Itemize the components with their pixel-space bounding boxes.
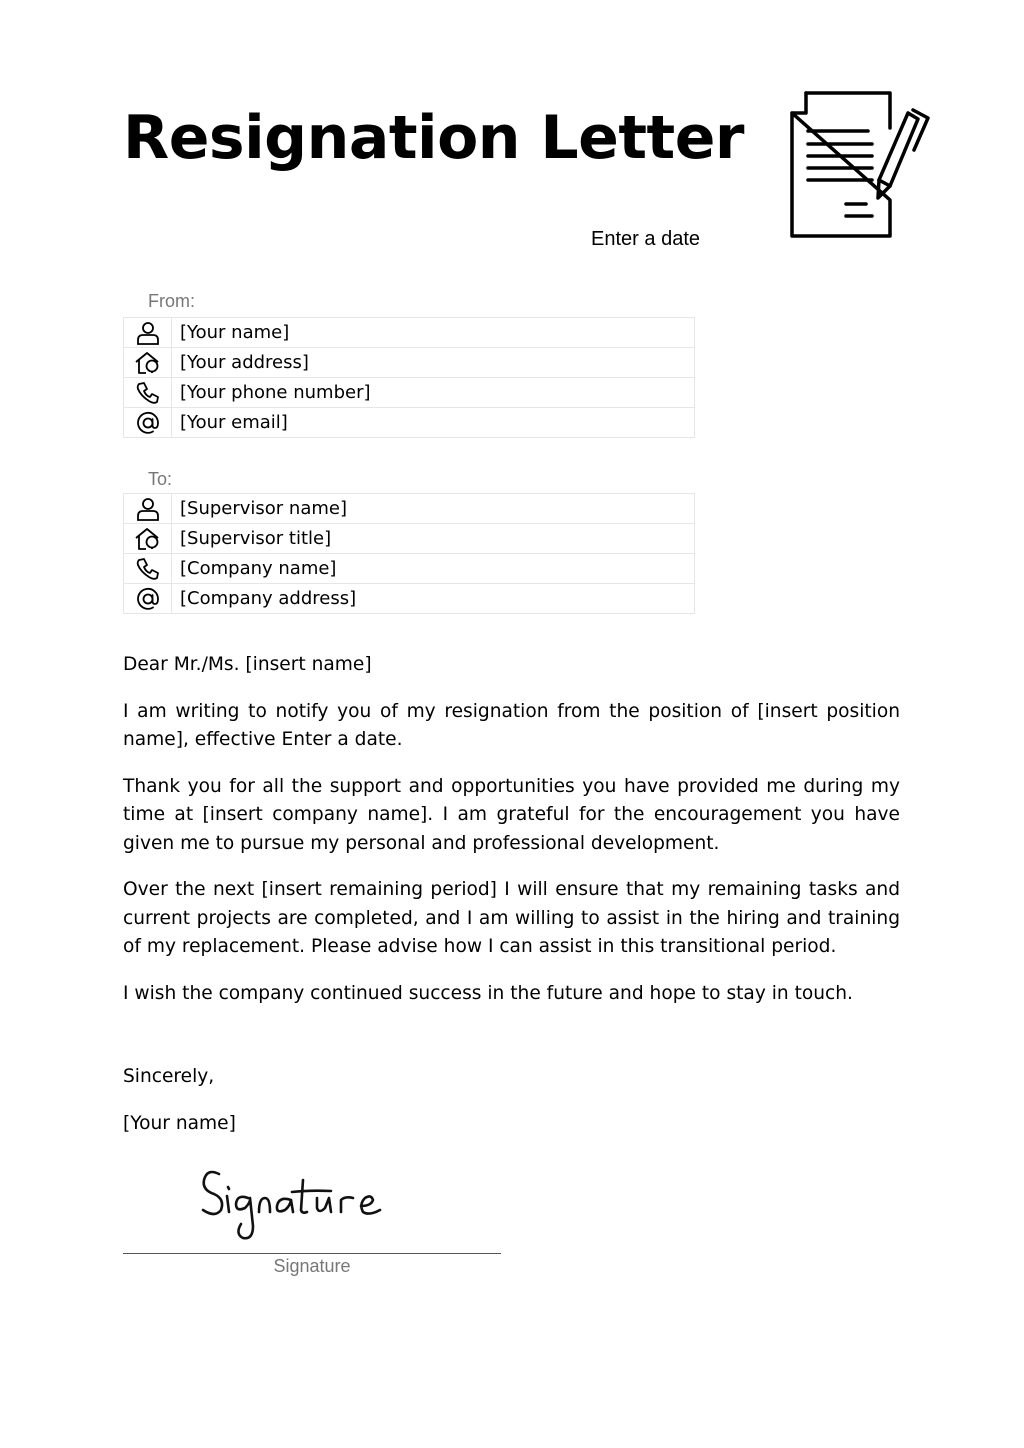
body-paragraph[interactable]: Thank you for all the support and opportunities you have provided me during my time at [insert company name]. I am grateful for the encouragement you have given me to pursue my personal and professional development. [123, 775, 900, 854]
body-paragraph[interactable]: I am writing to notify you of my resignation from the position of [insert position name], effective Enter a date. [123, 700, 900, 750]
to-contact-table [123, 493, 695, 614]
person-icon [136, 497, 160, 521]
page-title: Resignation Letter [123, 103, 744, 173]
to-row-company-address [124, 584, 695, 614]
document-pen-icon [782, 88, 932, 242]
from-name-value[interactable]: [Your name] [172, 318, 695, 348]
from-email-value[interactable]: [Your email] [172, 408, 695, 438]
to-row-title [124, 524, 695, 554]
to-company-address-value[interactable]: [Company address] [172, 584, 695, 614]
salutation[interactable]: Dear Mr./Ms. [insert name] [123, 654, 372, 675]
signature-label: Signature [273, 1256, 351, 1276]
to-supervisor-title-value[interactable]: [Supervisor title] [172, 524, 695, 554]
from-row-email [124, 408, 695, 438]
letter-body [123, 651, 900, 1138]
from-contact-table [123, 317, 695, 438]
phone-icon [136, 557, 160, 581]
to-row-company [124, 554, 695, 584]
body-paragraph[interactable]: Over the next [insert remaining period] I will ensure that my remaining tasks and current projects are completed, and I am willing to assist in the hiring and training of my replacement. Please advise how I can assist in this transitional period. [123, 879, 900, 957]
to-row-name [124, 494, 695, 524]
from-row-address [124, 348, 695, 378]
at-icon [136, 411, 160, 435]
from-row-phone [124, 378, 695, 408]
signer-name[interactable]: [Your name] [123, 1112, 236, 1134]
body-paragraph[interactable]: I wish the company continued success in the future and hope to stay in touch. [123, 982, 853, 1004]
home-icon [135, 351, 161, 375]
from-address-value[interactable]: [Your address] [172, 348, 695, 378]
to-label: To: [148, 469, 173, 489]
from-row-name [124, 318, 695, 348]
person-icon [136, 321, 160, 345]
signature-line [123, 1253, 501, 1254]
from-label: From: [148, 291, 195, 311]
to-company-name-value[interactable]: [Company name] [172, 554, 695, 584]
to-supervisor-name-value[interactable]: [Supervisor name] [172, 494, 695, 524]
closing[interactable]: Sincerely, [123, 1066, 215, 1087]
home-icon [135, 527, 161, 551]
at-icon [136, 587, 160, 611]
phone-icon [136, 381, 160, 405]
handwritten-signature [195, 1160, 435, 1248]
from-phone-value[interactable]: [Your phone number] [172, 378, 695, 408]
letter-date[interactable]: Enter a date [591, 228, 700, 250]
